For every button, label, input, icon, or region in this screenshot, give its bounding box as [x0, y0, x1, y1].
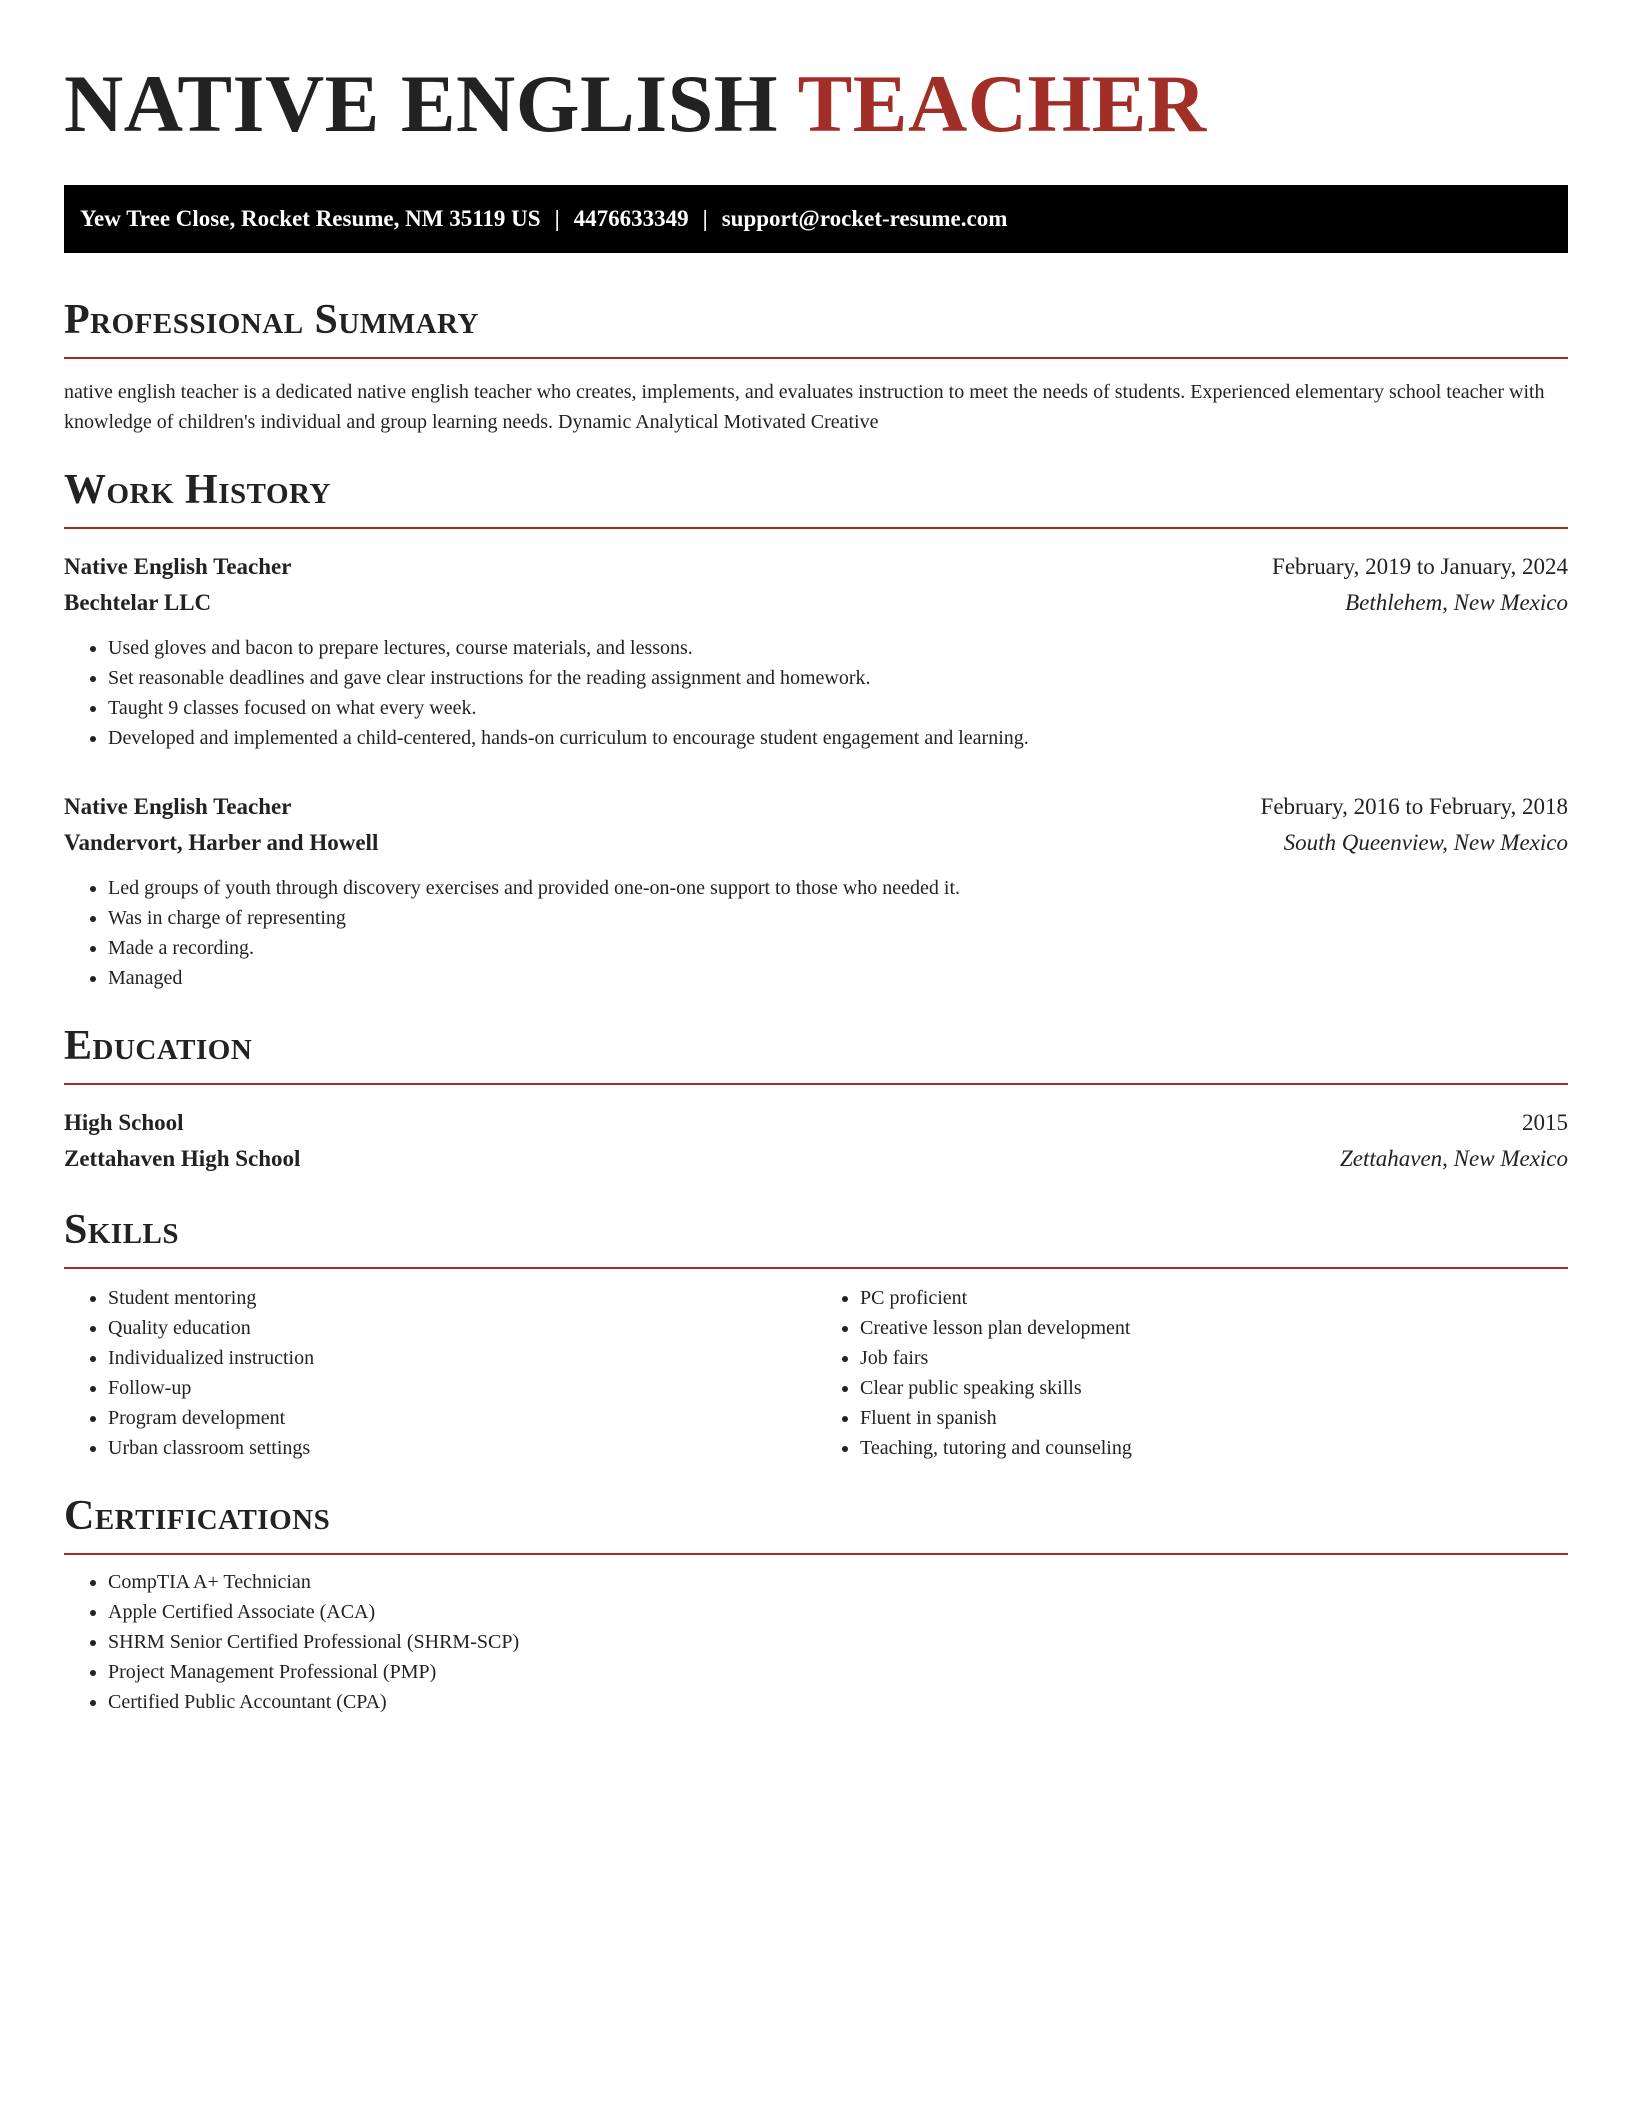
job-bullet: • Developed and implemented a child-centered, hands-on curriculum to encourage student engagement and learning. [108, 723, 1568, 753]
job-bullet: • Managed [108, 963, 1568, 993]
skill-item: • Individualized instruction [108, 1343, 816, 1373]
skills-grid [64, 1283, 1568, 1463]
certification-item: • CompTIA A+ Technician [108, 1567, 1568, 1597]
summary-section [64, 297, 1568, 437]
skill-item: • Follow-up [108, 1373, 816, 1403]
section-title-education: Education [64, 1023, 1568, 1085]
job-company-row [64, 585, 1568, 621]
job-bullet: • Taught 9 classes focused on what every week. [108, 693, 1568, 723]
section-title-summary: Professional Summary [64, 297, 1568, 359]
skill-item: • Quality education [108, 1313, 816, 1343]
candidate-name [64, 56, 1568, 152]
skills-section [64, 1207, 1568, 1463]
job-bullet: • Made a recording. [108, 933, 1568, 963]
job-dates: February, 2019 to January, 2024 [1272, 554, 1568, 579]
certifications-section [64, 1493, 1568, 1717]
section-title-work-history: Work History [64, 467, 1568, 529]
education-degree: High School [64, 1110, 184, 1135]
certification-item: • Project Management Professional (PMP) [108, 1657, 1568, 1687]
work-history-section [64, 467, 1568, 993]
education-school-row [64, 1141, 1568, 1177]
skill-item: • Teaching, tutoring and counseling [860, 1433, 1568, 1463]
skills-column-left [64, 1283, 816, 1463]
job-location: Bethlehem, New Mexico [1345, 590, 1568, 615]
skill-item: • Fluent in spanish [860, 1403, 1568, 1433]
contact-bar [64, 185, 1568, 253]
contact-email: support@rocket-resume.com [721, 206, 1008, 231]
skill-item: • Creative lesson plan development [860, 1313, 1568, 1343]
education-location: Zettahaven, New Mexico [1339, 1146, 1568, 1171]
job-location: South Queenview, New Mexico [1283, 830, 1568, 855]
skill-item: • Program development [108, 1403, 816, 1433]
job-header-row [64, 549, 1568, 585]
certifications-list [64, 1567, 1568, 1717]
section-title-certifications: Certifications [64, 1493, 1568, 1555]
job-company: Vandervort, Harber and Howell [64, 830, 379, 855]
skills-column-right [816, 1283, 1568, 1463]
certification-item: • Certified Public Accountant (CPA) [108, 1687, 1568, 1717]
skill-item: • Clear public speaking skills [860, 1373, 1568, 1403]
job-bullet: • Was in charge of representing [108, 903, 1568, 933]
contact-address: Yew Tree Close, Rocket Resume, NM 35119 US [80, 206, 541, 231]
job-dates: February, 2016 to February, 2018 [1260, 794, 1568, 819]
education-school: Zettahaven High School [64, 1146, 301, 1171]
job-role: Native English Teacher [64, 794, 292, 819]
section-title-skills: Skills [64, 1207, 1568, 1269]
education-section [64, 1023, 1568, 1177]
job-company-row [64, 825, 1568, 861]
contact-phone: 4476633349 [573, 206, 689, 231]
job-entry [64, 789, 1568, 993]
education-header-row [64, 1105, 1568, 1141]
summary-text: native english teacher is a dedicated native english teacher who creates, implements, and evaluates instruction to meet the needs of students. Experienced elementary school teacher with knowledge of children's individual and group learning needs. Dynamic Analytical Motivated Creative [64, 381, 1545, 433]
contact-separator: | [702, 206, 708, 231]
job-entry [64, 549, 1568, 753]
job-bullets [64, 633, 1568, 753]
skill-item: • PC proficient [860, 1283, 1568, 1313]
name-first: NATIVE ENGLISH [64, 58, 779, 149]
education-year: 2015 [1522, 1110, 1568, 1135]
job-header-row [64, 789, 1568, 825]
job-bullet: • Led groups of youth through discovery exercises and provided one-on-one support to those who needed it. [108, 873, 1568, 903]
job-company: Bechtelar LLC [64, 590, 212, 615]
name-last: TEACHER [797, 58, 1207, 149]
job-role: Native English Teacher [64, 554, 292, 579]
certification-item: • SHRM Senior Certified Professional (SHRM-SCP) [108, 1627, 1568, 1657]
job-bullet: • Set reasonable deadlines and gave clear instructions for the reading assignment and homework. [108, 663, 1568, 693]
job-bullet: • Used gloves and bacon to prepare lectures, course materials, and lessons. [108, 633, 1568, 663]
certification-item: • Apple Certified Associate (ACA) [108, 1597, 1568, 1627]
education-entry [64, 1105, 1568, 1177]
skill-item: • Job fairs [860, 1343, 1568, 1373]
skill-item: • Urban classroom settings [108, 1433, 816, 1463]
skill-item: • Student mentoring [108, 1283, 816, 1313]
contact-separator: | [554, 206, 560, 231]
job-bullets [64, 873, 1568, 993]
